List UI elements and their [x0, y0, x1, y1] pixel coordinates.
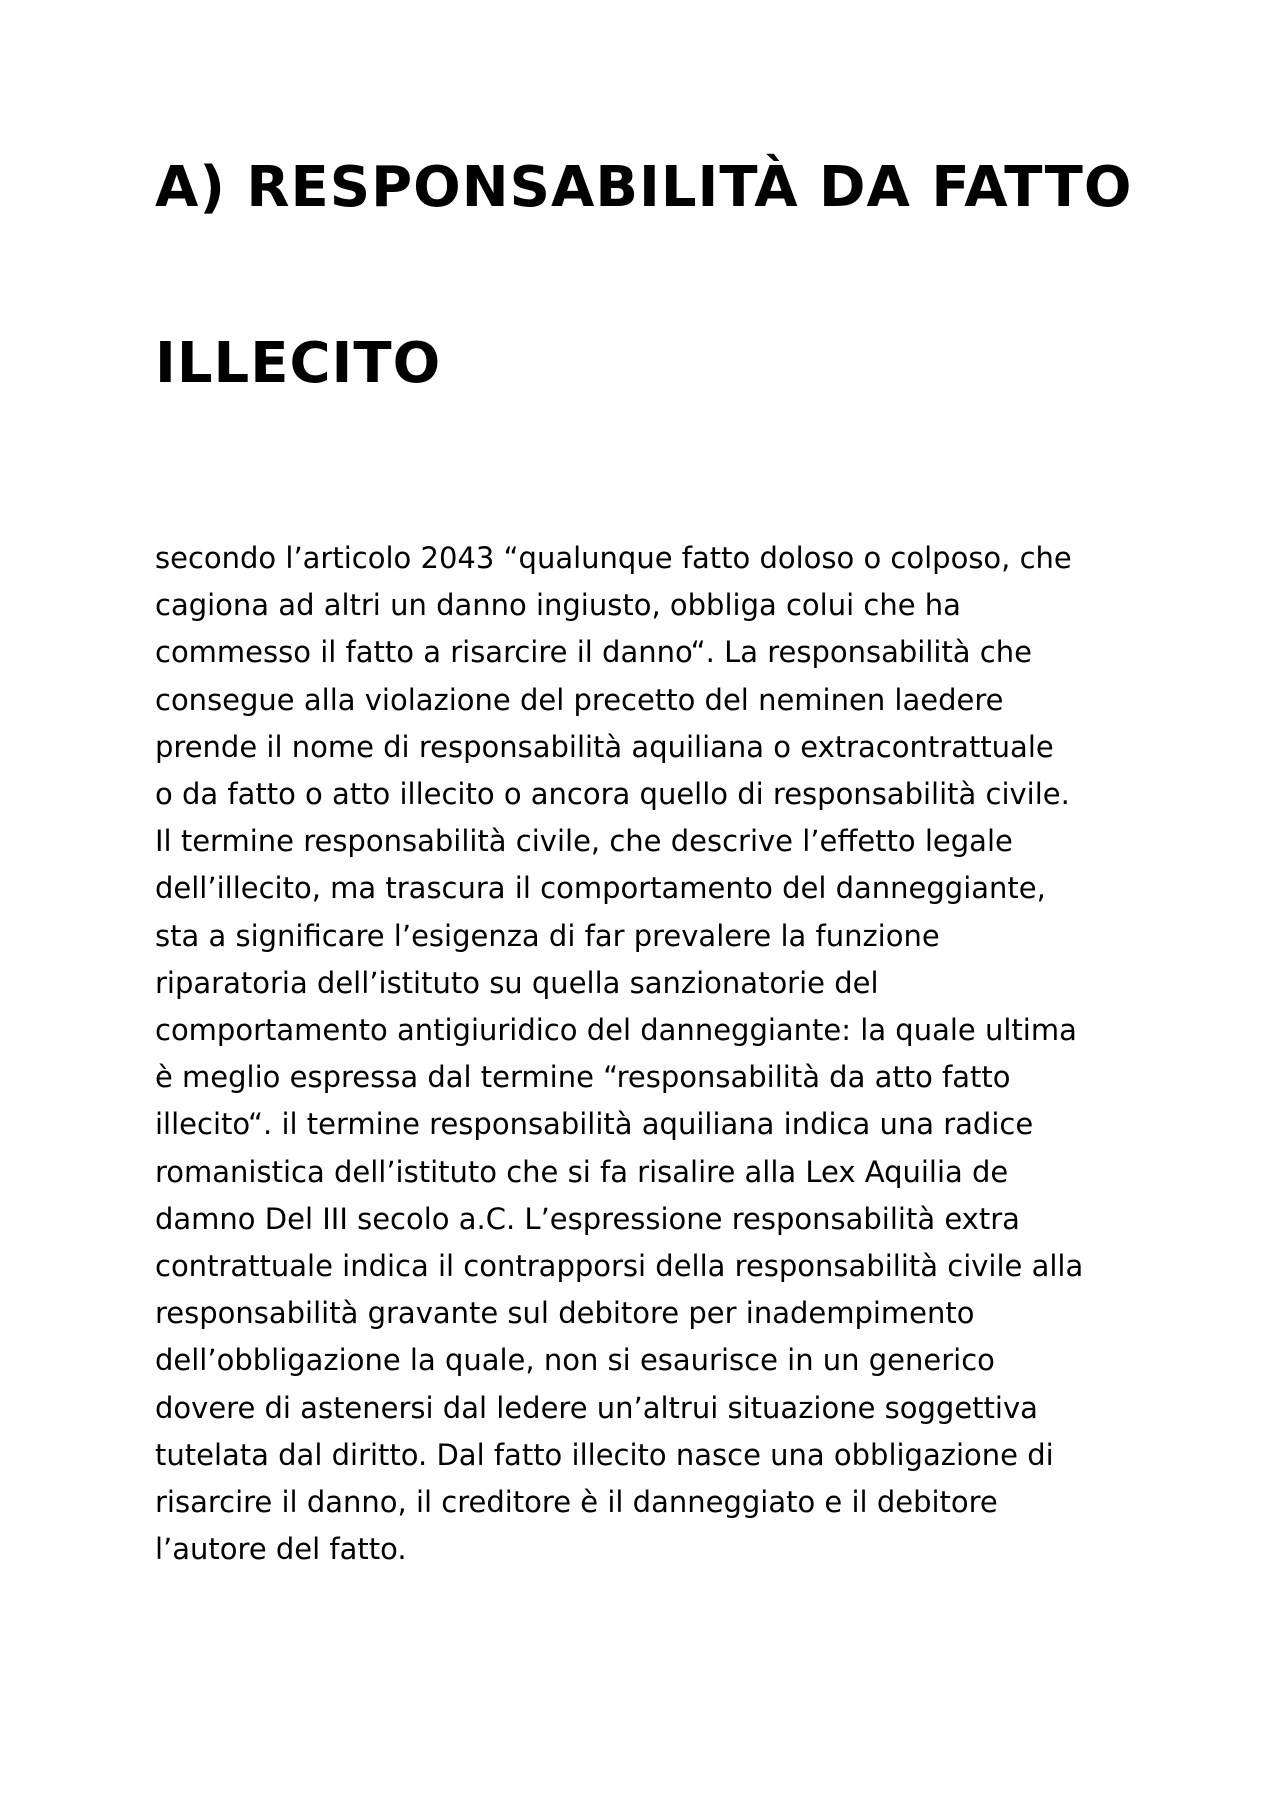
paragraph-line: è meglio espressa dal termine “responsabilità da atto fatto	[155, 1060, 1011, 1095]
paragraph-line: comportamento antigiuridico del danneggiante: la quale ultima	[155, 1013, 1077, 1048]
paragraph-line: secondo l’articolo 2043 “qualunque fatto doloso o colposo, che	[155, 541, 1072, 575]
paragraph-line: risarcire il danno, il creditore è il danneggiato e il debitore	[155, 1485, 998, 1520]
title-line: ILLECITO	[155, 331, 442, 396]
paragraph-line: o da fatto o atto illecito o ancora quello di responsabilità civile.	[155, 777, 1070, 812]
paragraph-line: contrattuale indica il contrapporsi della responsabilità civile alla	[155, 1249, 1084, 1284]
paragraph-line: sta a significare l’esigenza di far prevalere la funzione	[155, 918, 940, 953]
paragraph-line: illecito“. il termine responsabilità aquiliana indica una radice	[155, 1107, 1034, 1142]
paragraph-line: dovere di astenersi dal ledere un’altrui situazione soggettiva	[155, 1390, 1038, 1425]
paragraph-line: dell’obbligazione la quale, non si esaurisce in un generico	[155, 1343, 995, 1378]
paragraph-line: commesso il fatto a risarcire il danno“. La responsabilità che	[155, 635, 1032, 670]
body-paragraph	[155, 535, 1155, 1573]
paragraph-line: cagiona ad altri un danno ingiusto, obbliga colui che ha	[155, 588, 961, 623]
paragraph-line: l’autore del fatto.	[155, 1532, 407, 1567]
paragraph-line: Il termine responsabilità civile, che descrive l’effetto legale	[155, 824, 1013, 859]
paragraph-line: romanistica dell’istituto che si fa risalire alla Lex Aquilia de	[155, 1154, 1009, 1189]
paragraph-line: riparatoria dell’istituto su quella sanzionatorie del	[155, 965, 879, 1000]
paragraph-line: prende il nome di responsabilità aquiliana o extracontrattuale	[155, 729, 1054, 764]
page-title	[155, 140, 1155, 492]
paragraph-line: damno Del III secolo a.C. L’espressione responsabilità extra	[155, 1201, 1020, 1236]
paragraph-line: tutelata dal diritto. Dal fatto illecito nasce una obbligazione di	[155, 1437, 1054, 1472]
paragraph-line: consegue alla violazione del precetto del neminen laedere	[155, 682, 1004, 717]
paragraph-line: responsabilità gravante sul debitore per inadempimento	[155, 1296, 975, 1331]
title-line: A) RESPONSABILITÀ DA FATTO	[155, 155, 1133, 220]
paragraph-line: dell’illecito, ma trascura il comportamento del danneggiante,	[155, 871, 1046, 906]
